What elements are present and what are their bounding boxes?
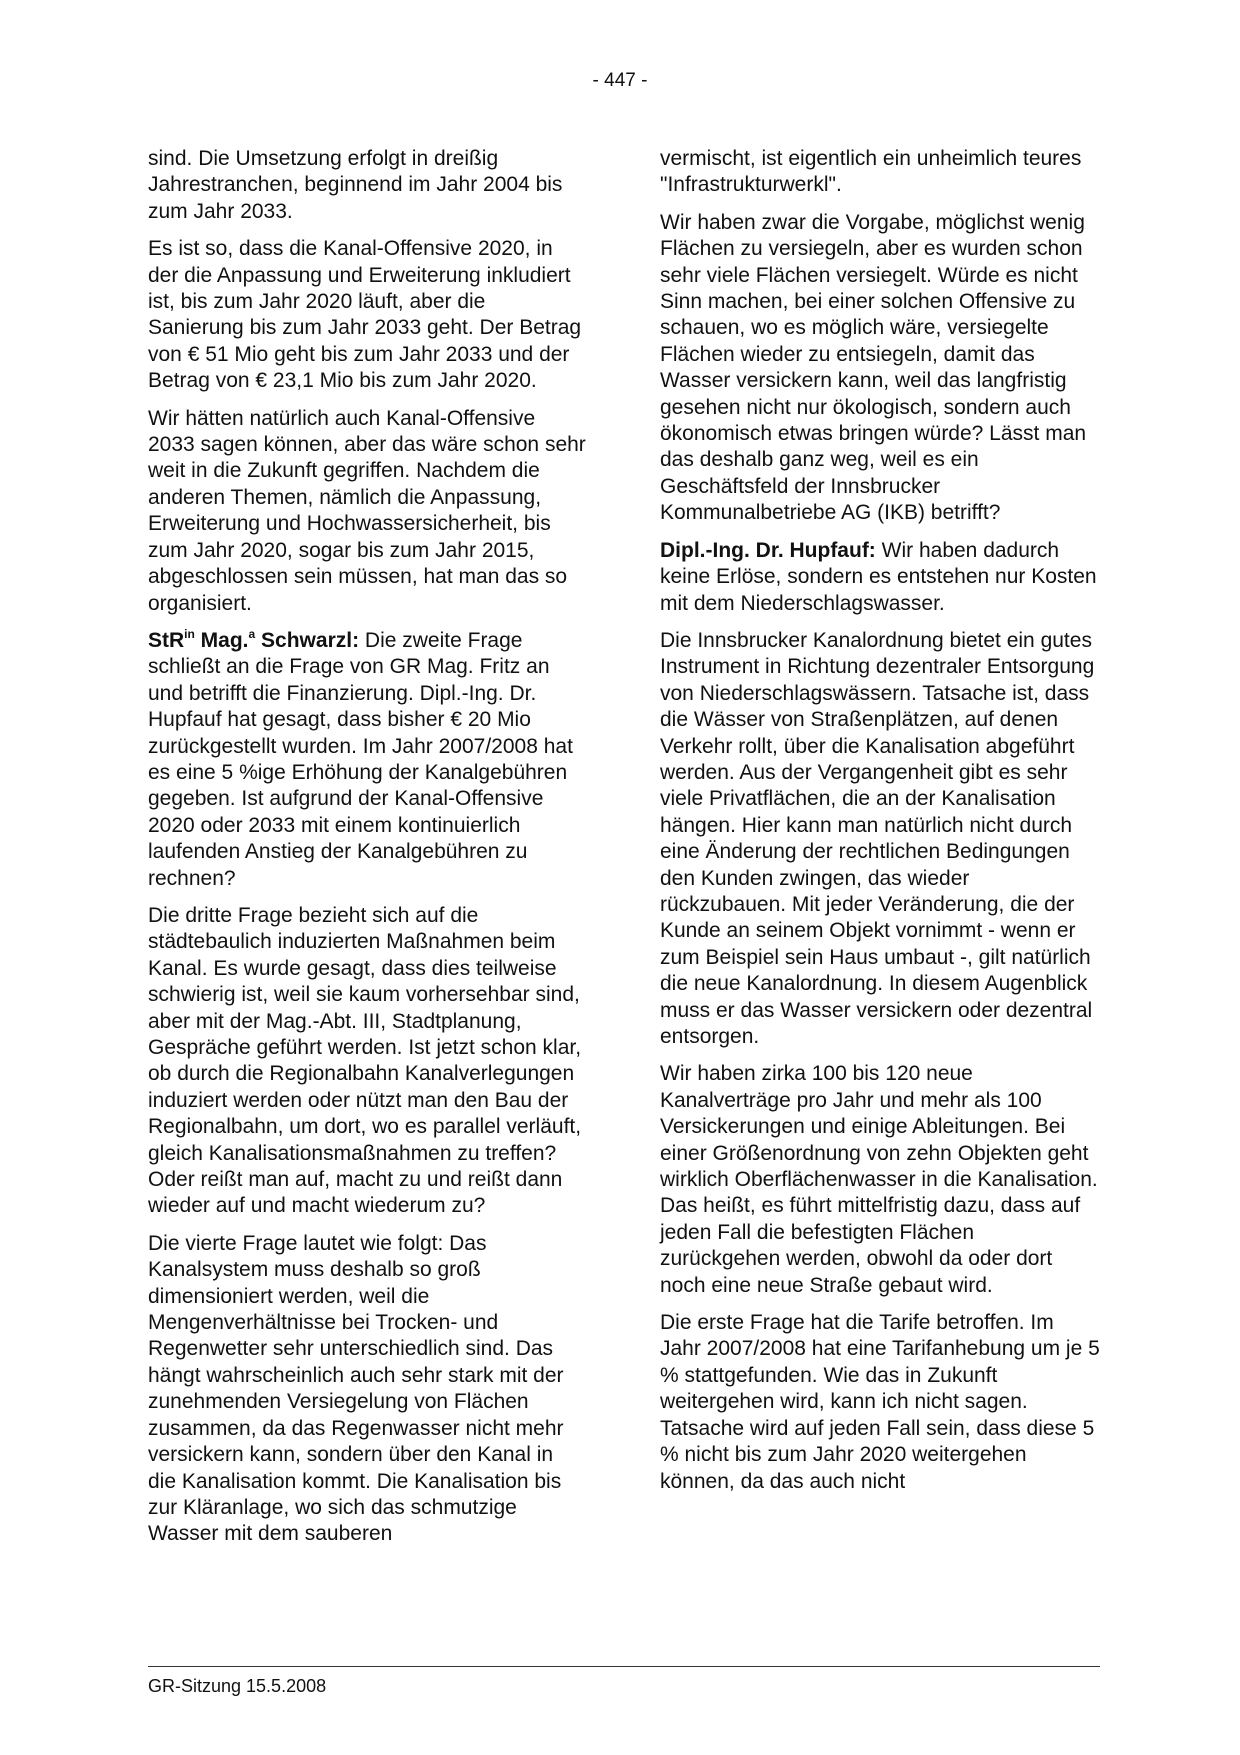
paragraph: Die erste Frage hat die Tarife betroffen. Im Jahr 2007/2008 hat eine Tarifanhebung um je 5 % stattgefunden. Wie das in Zukunft weitergehen wird, kann ich nicht sagen. Tatsache wird auf jeden Fall sein, dass diese 5 % nicht bis zum Jahr 2020 weitergehen können, da das auch nicht bbox=[660, 1311, 1100, 1493]
speaker-paragraph bbox=[660, 538, 1100, 617]
paragraph: Die Innsbrucker Kanalordnung bietet ein gutes Instrument in Richtung dezentraler Entsorgung von Niederschlagswässern. Tatsache ist, dass die Wässer von Straßenplätzen, auf denen Verkehr rollt, über die Kanalisation abgeführt werden. Aus der Vergangenheit gibt es sehr viele Privatflächen, die an der Kanalisation hängen. Hier kann man natürlich nicht durch eine Änderung der rechtlichen Bedingungen den Kunden zwingen, das wieder rückzubauen. Mit jeder Veränderung, die der Kunde an seinem Objekt vornimmt - wenn er zum Beispiel sein Haus umbaut -, gilt natürlich die neue Kanalordnung. In diesem Augenblick muss er das Wasser versickern oder dezentral entsorgen. bbox=[660, 628, 1095, 1048]
footer-text: GR-Sitzung 15.5.2008 bbox=[148, 1676, 327, 1696]
footer-divider bbox=[148, 1666, 1100, 1667]
paragraph: Die dritte Frage bezieht sich auf die städtebaulich induzierten Maßnahmen beim Kanal. Es wurde gesagt, dass dies teilweise schwierig ist, weil sie kaum vorhersehbar sind, aber mit der Mag.-Abt. III, Stadtplanung, Gespräche geführt werden. Ist jetzt schon klar, ob durch die Regionalbahn Kanalverlegungen induziert werden oder nützt man den Bau der Regionalbahn, um dort, wo es parallel verläuft, gleich Kanalisationsmaßnahmen zu treffen? Oder reißt man auf, macht zu und reißt dann wieder auf und macht wiederum zu? bbox=[148, 903, 582, 1218]
speaker-name bbox=[148, 626, 360, 652]
speaker-surname: Schwarzl: bbox=[255, 628, 360, 652]
paragraph: sind. Die Umsetzung erfolgt in dreißig Jahrestranchen, beginnend im Jahr 2004 bis zum Jahr 2033. bbox=[148, 147, 563, 223]
speaker-title: Mag. bbox=[194, 628, 249, 652]
paragraph: Wir hätten natürlich auch Kanal-Offensive 2033 sagen können, aber das wäre schon sehr weit in die Zukunft gegriffen. Nachdem die anderen Themen, nämlich die Anpassung, Erweiterung und Hochwassersicherheit, bis zum Jahr 2020, sogar bis zum Jahr 2015, abgeschlossen sein müssen, hat man das so organisiert. bbox=[148, 406, 586, 615]
speaker-sup: in bbox=[184, 626, 195, 641]
left-column bbox=[148, 146, 586, 1559]
speaker-text: Wir haben dadurch keine Erlöse, sondern es entstehen nur Kosten mit dem Niederschlagswasser. bbox=[660, 538, 1097, 615]
paragraph: vermischt, ist eigentlich ein unheimlich teures "Infrastrukturwerkl". bbox=[660, 147, 1082, 197]
paragraph: Wir haben zwar die Vorgabe, möglichst wenig Flächen zu versiegeln, aber es wurden schon sehr viele Flächen versiegelt. Würde es nicht Sinn machen, bei einer solchen Offensive zu schauen, wo es möglich wäre, versiegelte Flächen wieder zu entsiegeln, damit das Wasser versickern kann, weil das langfristig gesehen nicht nur ökologisch, sondern auch ökonomisch etwas bringen würde? Lässt man das deshalb ganz weg, weil es ein Geschäftsfeld der Innsbrucker Kommunalbetriebe AG (IKB) betrifft? bbox=[660, 210, 1087, 525]
speaker-sup: a bbox=[248, 626, 256, 641]
paragraph: Wir haben zirka 100 bis 120 neue Kanalverträge pro Jahr und mehr als 100 Versickerungen und einige Ableitungen. Bei einer Größenordnung von zehn Objekten geht wirklich Oberflächenwasser in die Kanalisation. Das heißt, es führt mittelfristig dazu, dass auf jeden Fall die befestigten Flächen zurückgehen werden, obwohl da oder dort noch eine neue Straße gebaut wird. bbox=[660, 1062, 1098, 1297]
speaker-name: Dipl.-Ing. Dr. Hupfauf: bbox=[660, 538, 876, 562]
page-number: - 447 - bbox=[592, 70, 648, 91]
speaker-prefix: StR bbox=[148, 628, 185, 652]
speaker-text: Die zweite Frage schließt an die Frage von GR Mag. Fritz an und betrifft die Finanzierung. Dipl.-Ing. Dr. Hupfauf hat gesagt, dass bisher € 20 Mio zurückgestellt wurden. Im Jahr 2007/2008 hat es eine 5 %ige Erhöhung der Kanalgebühren gegeben. Ist aufgrund der Kanal-Offensive 2020 oder 2033 mit einem kontinuierlich laufenden Anstieg der Kanalgebühren zu rechnen? bbox=[148, 628, 573, 890]
paragraph: Die vierte Frage lautet wie folgt: Das Kanalsystem muss deshalb so groß dimensioniert werden, weil die Mengenverhältnisse bei Trocken- und Regenwetter sehr unterschiedlich sind. Das hängt wahrscheinlich auch sehr stark mit der zunehmenden Versiegelung von Flächen zusammen, da das Regenwasser nicht mehr versickern kann, sondern über den Kanal in die Kanalisation kommt. Die Kanalisation bis zur Kläranlage, wo sich das schmutzige Wasser mit dem sauberen bbox=[148, 1231, 564, 1546]
paragraph: Es ist so, dass die Kanal-Offensive 2020, in der die Anpassung und Erweiterung inkludiert ist, bis zum Jahr 2020 läuft, aber die Sanierung bis zum Jahr 2033 geht. Der Betrag von € 51 Mio geht bis zum Jahr 2033 und der Betrag von € 23,1 Mio bis zum Jahr 2020. bbox=[148, 237, 582, 393]
speaker-paragraph bbox=[148, 628, 586, 892]
right-column bbox=[660, 146, 1100, 1506]
